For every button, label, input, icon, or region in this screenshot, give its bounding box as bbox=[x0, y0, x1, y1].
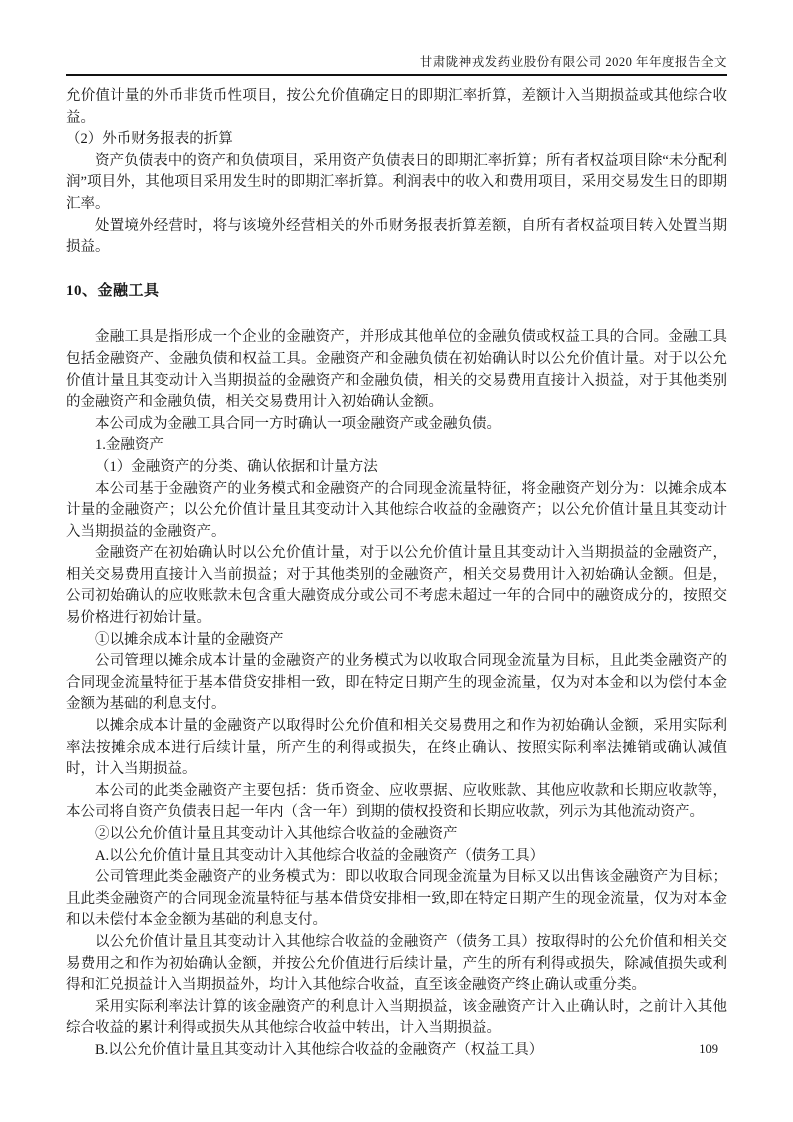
page-header-title: 甘肃陇神戎发药业股份有限公司 2020 年年度报告全文 bbox=[419, 55, 727, 69]
paragraph: A.以公允价值计量且其变动计入其他综合收益的金融资产（债务工具） bbox=[95, 847, 545, 864]
page-number: 109 bbox=[699, 1042, 718, 1056]
paragraph: 公司管理以摊余成本计量的金融资产的业务模式为以收取合同现金流量为目标，且此类金融资产的合同现金流量特征于基本借贷安排相一致，即在特定日期产生的现金流量，仅为对本金和以为偿付本金金额为基础的利息支付。 bbox=[66, 653, 727, 713]
paragraph: 本公司基于金融资产的业务模式和金融资产的合同现金流量特征，将金融资产划分为：以摊余成本计量的金融资产；以公允价值计量且其变动计入其他综合收益的金融资产；以公允价值计量且其变动计入当期损益的金融资产。 bbox=[66, 480, 727, 540]
paragraph: （2）外币财务报表的折算 bbox=[66, 131, 233, 148]
document-content bbox=[66, 86, 727, 1062]
section-heading: 10、金融工具 bbox=[66, 282, 160, 299]
paragraph: B.以公允价值计量且其变动计入其他综合收益的金融资产（权益工具） bbox=[95, 1041, 544, 1058]
paragraph: 1.金融资产 bbox=[95, 437, 164, 454]
paragraph: 允价值计量的外币非货币性项目，按公允价值确定日的即期汇率折算，差额计入当期损益或其他综合收益。 bbox=[66, 88, 727, 126]
page-header bbox=[66, 0, 727, 76]
paragraph: 资产负债表中的资产和负债项目，采用资产负债表日的即期汇率折算；所有者权益项目除“未分配利润”项目外，其他项目采用发生时的即期汇率折算。利润表中的收入和费用项目，采用交易发生日的即期汇率。 bbox=[66, 152, 727, 212]
paragraph: 以摊余成本计量的金融资产以取得时公允价值和相关交易费用之和作为初始确认金额，采用实际利率法按摊余成本进行后续计量，所产生的利得或损失，在终止确认、按照实际利率法摊销或确认减值时，计入当期损益。 bbox=[66, 718, 727, 778]
paragraph: ②以公允价值计量且其变动计入其他综合收益的金融资产 bbox=[95, 826, 458, 842]
paragraph: 以公允价值计量且其变动计入其他综合收益的金融资产（债务工具）按取得时的公允价值和相关交易费用之和作为初始确认金额，并按公允价值进行后续计量，产生的所有利得或损失，除减值损失或利得和汇兑损益计入当期损益外，均计入其他综合收益，直至该金融资产终止确认或重分类。 bbox=[66, 933, 727, 994]
paragraph: 本公司的此类金融资产主要包括：货币资金、应收票据、应收账款、其他应收款和长期应收款等，本公司将自资产负债表日起一年内（含一年）到期的债权投资和长期应收款，列示为其他流动资产。 bbox=[66, 782, 727, 821]
paragraph: 处置境外经营时，将与该境外经营相关的外币财务报表折算差额，自所有者权益项目转入处置当期损益。 bbox=[66, 217, 727, 256]
paragraph: ①以摊余成本计量的金融资产 bbox=[95, 631, 284, 648]
paragraph: 金融工具是指形成一个企业的金融资产，并形成其他单位的金融负债或权益工具的合同。金融工具包括金融资产、金融负债和权益工具。金融资产和金融负债在初始确认时以公允价值计量。对于以公允价值计量且其变动计入当期损益的金融资产和金融负债，相关的交易费用直接计入损益，对于其他类别的金融资产和金融负债，相关交易费用计入初始确认金额。 bbox=[66, 329, 727, 411]
paragraph: 公司管理此类金融资产的业务模式为：即以收取合同现金流量为目标又以出售该金融资产为目标；且此类金融资产的合同现金流量特征与基本借贷安排相一致,即在特定日期产生的现金流量，仅为对本金和以未偿付本金金额为基础的利息支付。 bbox=[66, 869, 727, 929]
paragraph: 采用实际利率法计算的该金融资产的利息计入当期损益，该金融资产计入止确认时，之前计入其他综合收益的累计利得或损失从其他综合收益中转出，计入当期损益。 bbox=[66, 998, 727, 1037]
paragraph: 本公司成为金融工具合同一方时确认一项金融资产或金融负债。 bbox=[95, 415, 501, 432]
paragraph: 金融资产在初始确认时以公允价值计量，对于以公允价值计量且其变动计入当期损益的金融资产，相关交易费用直接计入当前损益；对于其他类别的金融资产，相关交易费用计入初始确认金额。但是，公司初始确认的应收账款未包含重大融资成分或公司不考虑未超过一年的合同中的融资成分的，按照交易价格进行初始计量。 bbox=[66, 545, 727, 627]
paragraph: （1）金融资产的分类、确认依据和计量方法 bbox=[95, 458, 378, 475]
